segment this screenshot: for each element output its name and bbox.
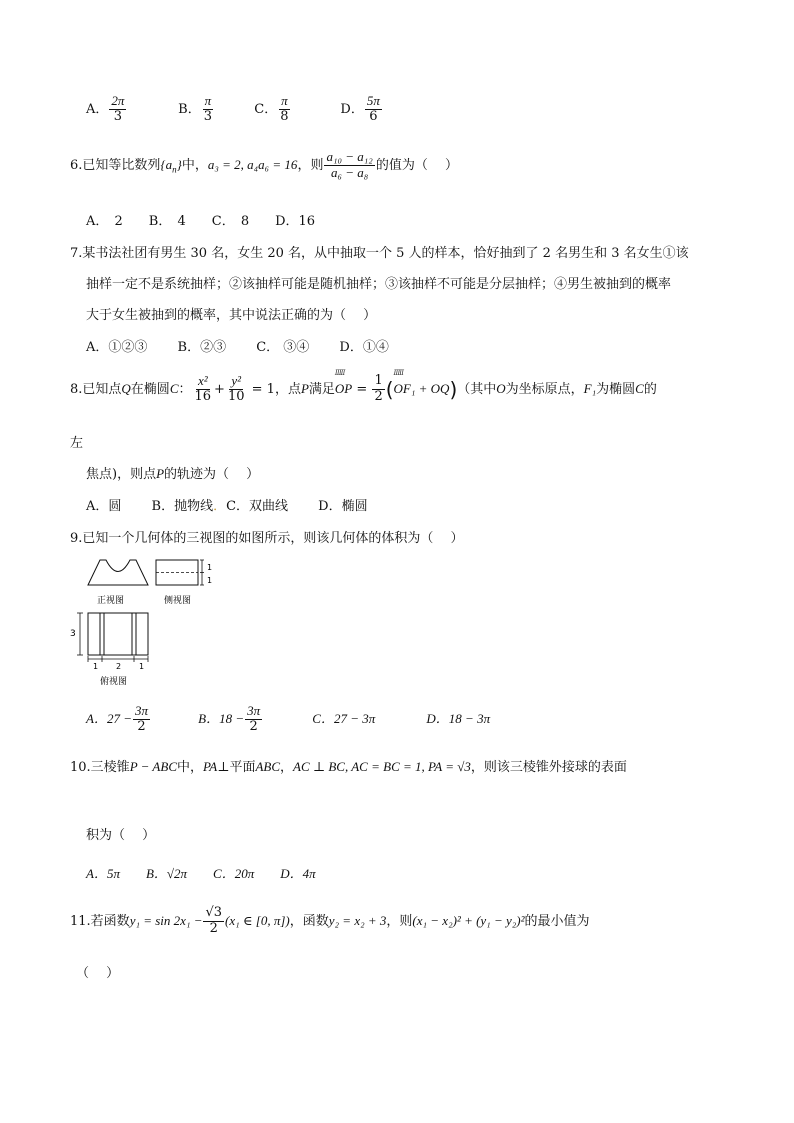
q11-sqrt3-frac [203, 906, 224, 937]
q8-prefix: 8.已知点 [70, 381, 122, 397]
q8-C2: C [635, 380, 644, 396]
q6-frac-den: a₆ − a₈ [330, 164, 369, 180]
q5-option-d-label: D． [340, 101, 364, 117]
q8-options [86, 495, 368, 514]
q5-c-num: π [281, 93, 288, 108]
q10-options: A．5π B．√2π C．20π D．4π [86, 866, 316, 881]
q6-prefix: 6.已知等比数列 [70, 157, 161, 173]
q11-expression: (x₁ − x₂)² + (y₁ − y₂)² [412, 912, 525, 928]
q8-paren-close: ) [449, 377, 458, 402]
q8-paren-open: ( [385, 377, 394, 402]
q5-option-c-label: C． [254, 101, 278, 117]
q6-suffix: 的值为（ ） [375, 157, 458, 173]
q10-pabc: P − ABC [129, 759, 177, 774]
q8-C: C [169, 380, 179, 396]
q6-then: ，则 [297, 157, 324, 173]
q6-seq-sub: n [172, 164, 177, 175]
q8-stem [70, 374, 657, 405]
q8-focus: 为椭圆 [596, 381, 636, 397]
q11-line2: （ ） [76, 966, 120, 981]
q8-plus: + [214, 381, 225, 397]
q8-line3-text: 焦点)，则点 [86, 467, 157, 482]
q11-tail: 的最小值为 [524, 913, 590, 929]
q11-y1: y₁ = sin 2x₁ − [129, 912, 203, 928]
q8-vector-op: ⅢⅡ OP [335, 381, 352, 397]
q9-options [86, 704, 490, 735]
q6-frac-num: a₁₀ − a₁₂ [326, 149, 373, 164]
q8-point: ，点 [274, 381, 301, 397]
q9-option-c: C．27 − 3π [312, 710, 376, 726]
q5-option-c-frac [278, 94, 290, 125]
top-dim-b3: 1 [139, 662, 145, 671]
q6-seq [160, 156, 182, 175]
top-dim-b1: 1 [93, 662, 99, 671]
q10-tail: ，则该三棱锥外接球的表面 [470, 760, 627, 775]
q6-condition: a₃ = 2, a₄a₆ = 16 [207, 156, 298, 172]
q8-Q: Q [121, 380, 131, 396]
q8-origin: 为坐标原点， [505, 381, 584, 397]
q5-option-b-label: B． [178, 101, 201, 117]
q8-dot: ． [213, 499, 227, 514]
front-view-label: 正视图 [97, 596, 125, 606]
q8-note: （其中 [457, 381, 497, 397]
q8-in: 在椭圆 [130, 381, 170, 397]
q8-10: 10 [227, 388, 245, 404]
front-view [88, 560, 148, 585]
q5-option-a-label: A． [86, 101, 109, 117]
q6-stem [70, 150, 458, 181]
q8-P: P [300, 380, 309, 396]
q11-sq-num: √3 [205, 905, 223, 920]
q6-mid: 中， [181, 157, 208, 173]
q8-P2: P [156, 466, 165, 481]
q5-options [86, 94, 383, 125]
q10-stem [70, 756, 627, 775]
q9-b-den: 2 [249, 718, 258, 734]
q6-options: A． 2 B． 4 C． 8 D．16 [86, 214, 316, 229]
q10-mid: 中， [176, 760, 203, 775]
q9-option-d: D．18 − 3π [426, 710, 491, 726]
q5-d-num: 5π [366, 93, 380, 108]
top-dim-b2: 2 [116, 662, 122, 671]
q8-y2: y² [231, 373, 242, 388]
q9-option-a: A．27 − [86, 710, 132, 726]
q5-a-den: 3 [113, 108, 123, 124]
q8-frac-x [193, 374, 214, 405]
q8-F1: F₁ [583, 380, 597, 396]
q11-sq-den: 2 [209, 920, 218, 936]
q10-line2: 积为（ ） [86, 828, 156, 843]
side-view-label: 侧视图 [164, 596, 192, 606]
side-dim-1b: 1 [207, 576, 213, 585]
top-view [70, 613, 148, 671]
q5-c-den: 8 [280, 108, 289, 124]
q8-options-cd: C．双曲线 D．椭圆 [226, 499, 368, 514]
q9-option-a-frac [133, 704, 150, 735]
q7-line3: 大于女生被抽到的概率，其中说法正确的为（ ） [86, 308, 377, 323]
q8-x2: x² [197, 373, 208, 388]
q11-prefix: 11.若函数 [70, 913, 130, 929]
q8-half-num: 1 [374, 373, 383, 388]
q8-half-den: 2 [374, 388, 383, 404]
q11-y2: y₂ = x₂ + 3 [328, 912, 387, 928]
q10-comma: ， [280, 760, 294, 775]
q7-options: A．①②③ B．②③ C． ③④ D．①④ [86, 340, 389, 355]
q8-eq1: = 1 [247, 381, 275, 397]
top-view-label: 俯视图 [100, 677, 128, 687]
q5-b-den: 3 [203, 108, 212, 124]
q11-domain: (x₁ ∈ [0, π]) [225, 912, 290, 928]
q10-prefix: 10.三棱锥 [70, 760, 130, 775]
q11-mid: ，函数 [289, 913, 329, 929]
q9-a-den: 2 [137, 718, 146, 734]
q8-line2: 左 [70, 436, 84, 451]
q7-line1: 7.某书法社团有男生 30 名，女生 20 名，从中抽取一个 5 人的样本，恰好抽到了 2 名男生和 3 名女生①该 [70, 246, 689, 261]
q9-option-b: B．18 − [198, 710, 245, 726]
q10-abc: ABC [255, 759, 281, 774]
q10-perp: ⊥平面 [217, 760, 256, 775]
q5-option-a-frac [109, 94, 126, 125]
q8-satisfy: 满足 [308, 381, 335, 397]
q6-seq-close: } [176, 156, 182, 172]
q8-options-ab: A．圆 B．抛物线 [86, 499, 214, 514]
top-dim-3: 3 [70, 629, 76, 639]
q6-fraction [324, 150, 374, 181]
q7-line2: 抽样一定不是系统抽样；②该抽样可能是随机抽样；③该抽样不可能是分层抽样；④男生被抽到的概率 [86, 277, 672, 292]
q11-then: ，则 [386, 913, 413, 929]
q8-colon: ： [178, 381, 192, 397]
side-dim-1a: 1 [207, 563, 213, 572]
q5-b-num: π [204, 93, 212, 108]
q5-option-d-frac [365, 94, 382, 125]
q10-pa: PA [203, 759, 218, 774]
q8-16: 16 [194, 388, 212, 404]
q9-a-num: 3π [134, 703, 148, 718]
q8-O: O [496, 380, 506, 396]
q8-de: 的 [643, 381, 657, 397]
q8-frac-y [226, 374, 247, 405]
q8-eq: = [352, 381, 372, 397]
q5-d-den: 6 [369, 108, 378, 124]
q8-half [372, 374, 384, 405]
q9-b-num: 3π [247, 703, 261, 718]
q11-stem [70, 906, 590, 937]
q9-stem: 9.已知一个几何体的三视图的如图所示，则该几何体的体积为（ ） [70, 531, 464, 546]
three-view-figure [66, 555, 226, 690]
q8-vector-sum: ⅢⅡ OF₁ + OQ [394, 381, 450, 397]
q9-option-b-frac [245, 704, 262, 735]
q6-seq-open: {a [160, 156, 173, 172]
q5-option-b-frac [202, 94, 214, 125]
q5-a-num: 2π [111, 93, 125, 108]
side-view [156, 560, 212, 585]
q10-condition: AC ⊥ BC, AC = BC = 1, PA = √3 [293, 759, 471, 774]
q8-track: 的轨迹为（ ） [164, 467, 260, 482]
q8-line3 [86, 463, 259, 482]
